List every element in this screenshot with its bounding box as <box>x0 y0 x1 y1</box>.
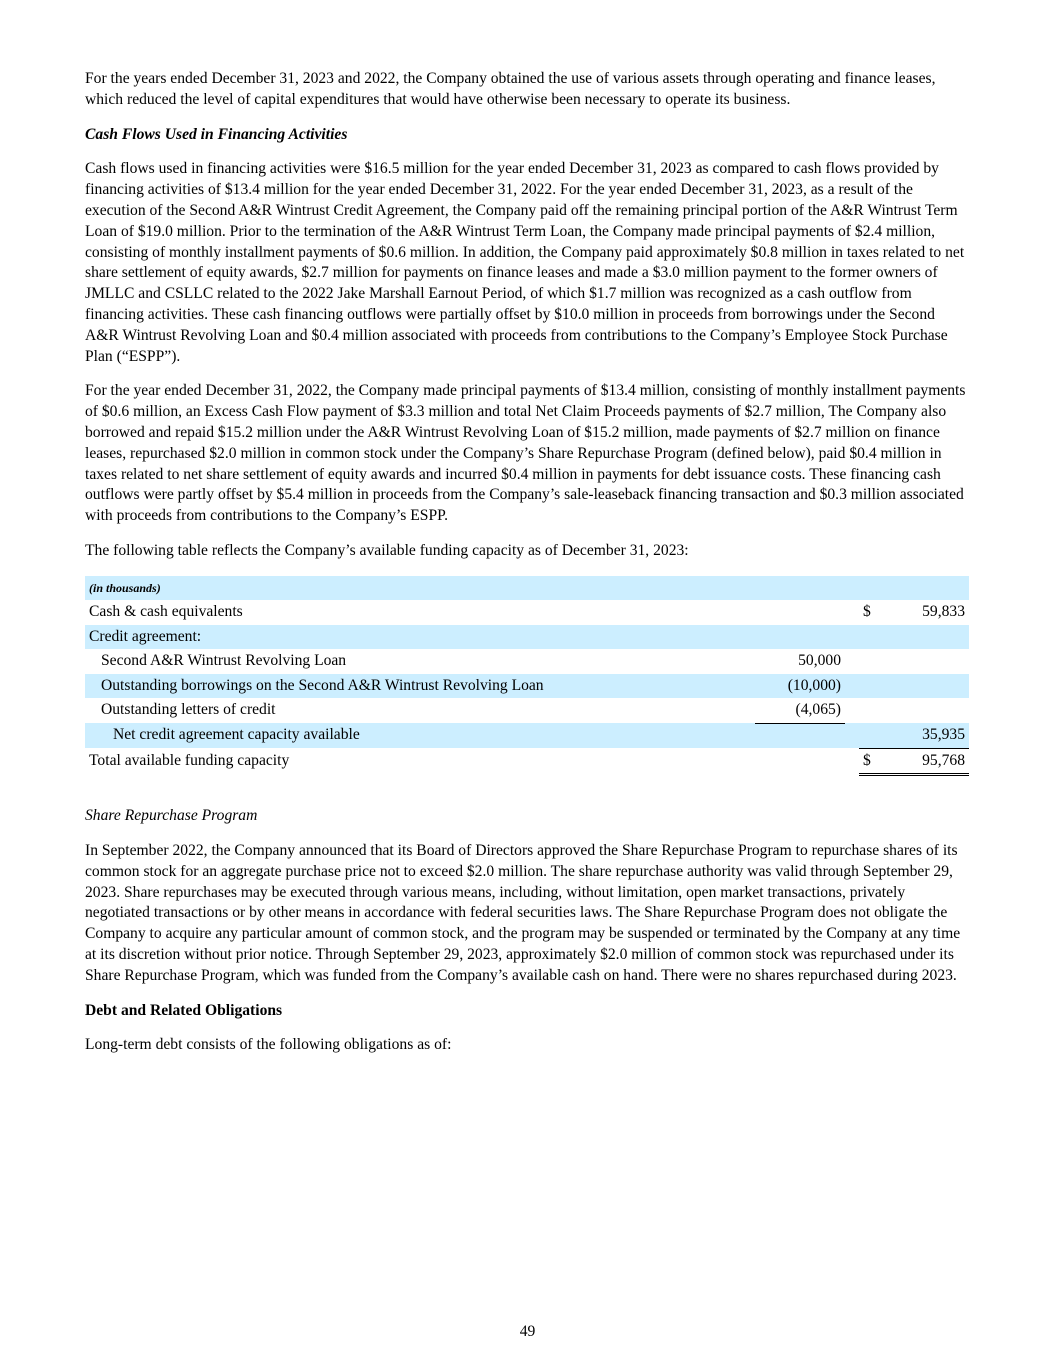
table-row-total: Total available funding capacity $ 95,768 <box>85 748 969 775</box>
table-header-row <box>85 576 969 601</box>
paragraph-share-repurchase: In September 2022, the Company announced that its Board of Directors approved the Share Repurchase Program to repurchase shares of its common stock for an aggregate purchase price not to exceed $2.0 million. The share repurchase authority was valid through September 29, 2023. Share repurchases may be executed through various means, including, without limitation, open market transactions, privately negotiated transactions or by other means in accordance with federal securities laws. The Share Repurchase Program does not obligate the Company to acquire any particular amount of common stock, and the program may be suspended or terminated by the Company at any time at its discretion without prior notice. Through September 29, 2023, approximately $2.0 million of common stock was repurchased under its Share Repurchase Program, which was funded from the Company’s available cash on hand. There were no shares repurchased during 2023. <box>85 842 961 984</box>
table-row: Cash & cash equivalents $ 59,833 <box>89 603 965 621</box>
heading-debt-obligations: Debt and Related Obligations <box>85 1001 283 1019</box>
page-number: 49 <box>519 1323 536 1340</box>
paragraph-long-term-debt: Long-term debt consists of the following obligations as of: <box>85 1036 452 1054</box>
heading-financing-activities: Cash Flows Used in Financing Activities <box>85 125 348 143</box>
table-row: Credit agreement: <box>85 625 969 650</box>
paragraph-financing-2023: Cash flows used in financing activities were $16.5 million for the year ended December 31, 2023 as compared to cash flows provided by financing activities of $13.4 million for the year ended December 31, 2022. For the year ended December 31, 2023, as a result of the execution of the Second A&R Wintrust Credit Agreement, the Company paid off the remaining principal portion of the A&R Wintrust Term Loan of $19.0 million. Prior to the termination of the A&R Wintrust Term Loan, the Company made principal payments of $2.4 million, consisting of monthly installment payments of $0.6 million. In addition, the Company paid approximately $0.8 million in taxes related to net share settlement of equity awards, $2.7 million for payments on finance leases and made a $3.0 million payment to the former owners of JMLLC and CSLLC related to the 2022 Jake Marshall Earnout Period, of which $1.7 million was recognized as a cash outflow from financing activities. These cash financing outflows were partially offset by $10.0 million in proceeds from borrowings under the Second A&R Wintrust Revolving Loan and $0.4 million associated with proceeds from contributions to the Company’s Employee Stock Purchase Plan (“ESPP”). <box>85 160 965 365</box>
table-row: Outstanding borrowings on the Second A&R Wintrust Revolving Loan (10,000) <box>85 674 969 699</box>
table-row: Net credit agreement capacity available 35,935 <box>85 723 969 748</box>
funding-capacity-table <box>85 576 969 777</box>
paragraph-leases: For the years ended December 31, 2023 and 2022, the Company obtained the use of various assets through operating and finance leases, which reduced the level of capital expenditures that would have otherwise been necessary to operate its business. <box>85 70 936 108</box>
paragraph-table-intro: The following table reflects the Company’s available funding capacity as of December 31, 2023: <box>85 541 689 559</box>
heading-share-repurchase: Share Repurchase Program <box>85 807 258 825</box>
units-label: (in thousands) <box>85 576 755 601</box>
table-row: Outstanding letters of credit (4,065) <box>85 698 969 723</box>
paragraph-financing-2022: For the year ended December 31, 2022, the Company made principal payments of $13.4 million, consisting of monthly installment payments of $0.6 million, an Excess Cash Flow payment of $3.3 million and total Net Claim Proceeds payments of $2.7 million, The Company also borrowed and repaid $15.2 million under the A&R Wintrust Revolving Loan of $15.2 million, made payments of $2.7 million on finance leases, repurchased $2.0 million in common stock under the Company’s Share Repurchase Program (defined below), paid $0.4 million in taxes related to net share settlement of equity awards and incurred $0.4 million in payments for debt issuance costs. These financing cash outflows were partly offset by $5.4 million in proceeds from the Company’s sale-leaseback financing transaction and $0.3 million associated with proceeds from contributions to the Company’s ESPP. <box>85 382 966 525</box>
table-row: Second A&R Wintrust Revolving Loan 50,000 <box>101 652 841 670</box>
document-page <box>85 69 971 1070</box>
